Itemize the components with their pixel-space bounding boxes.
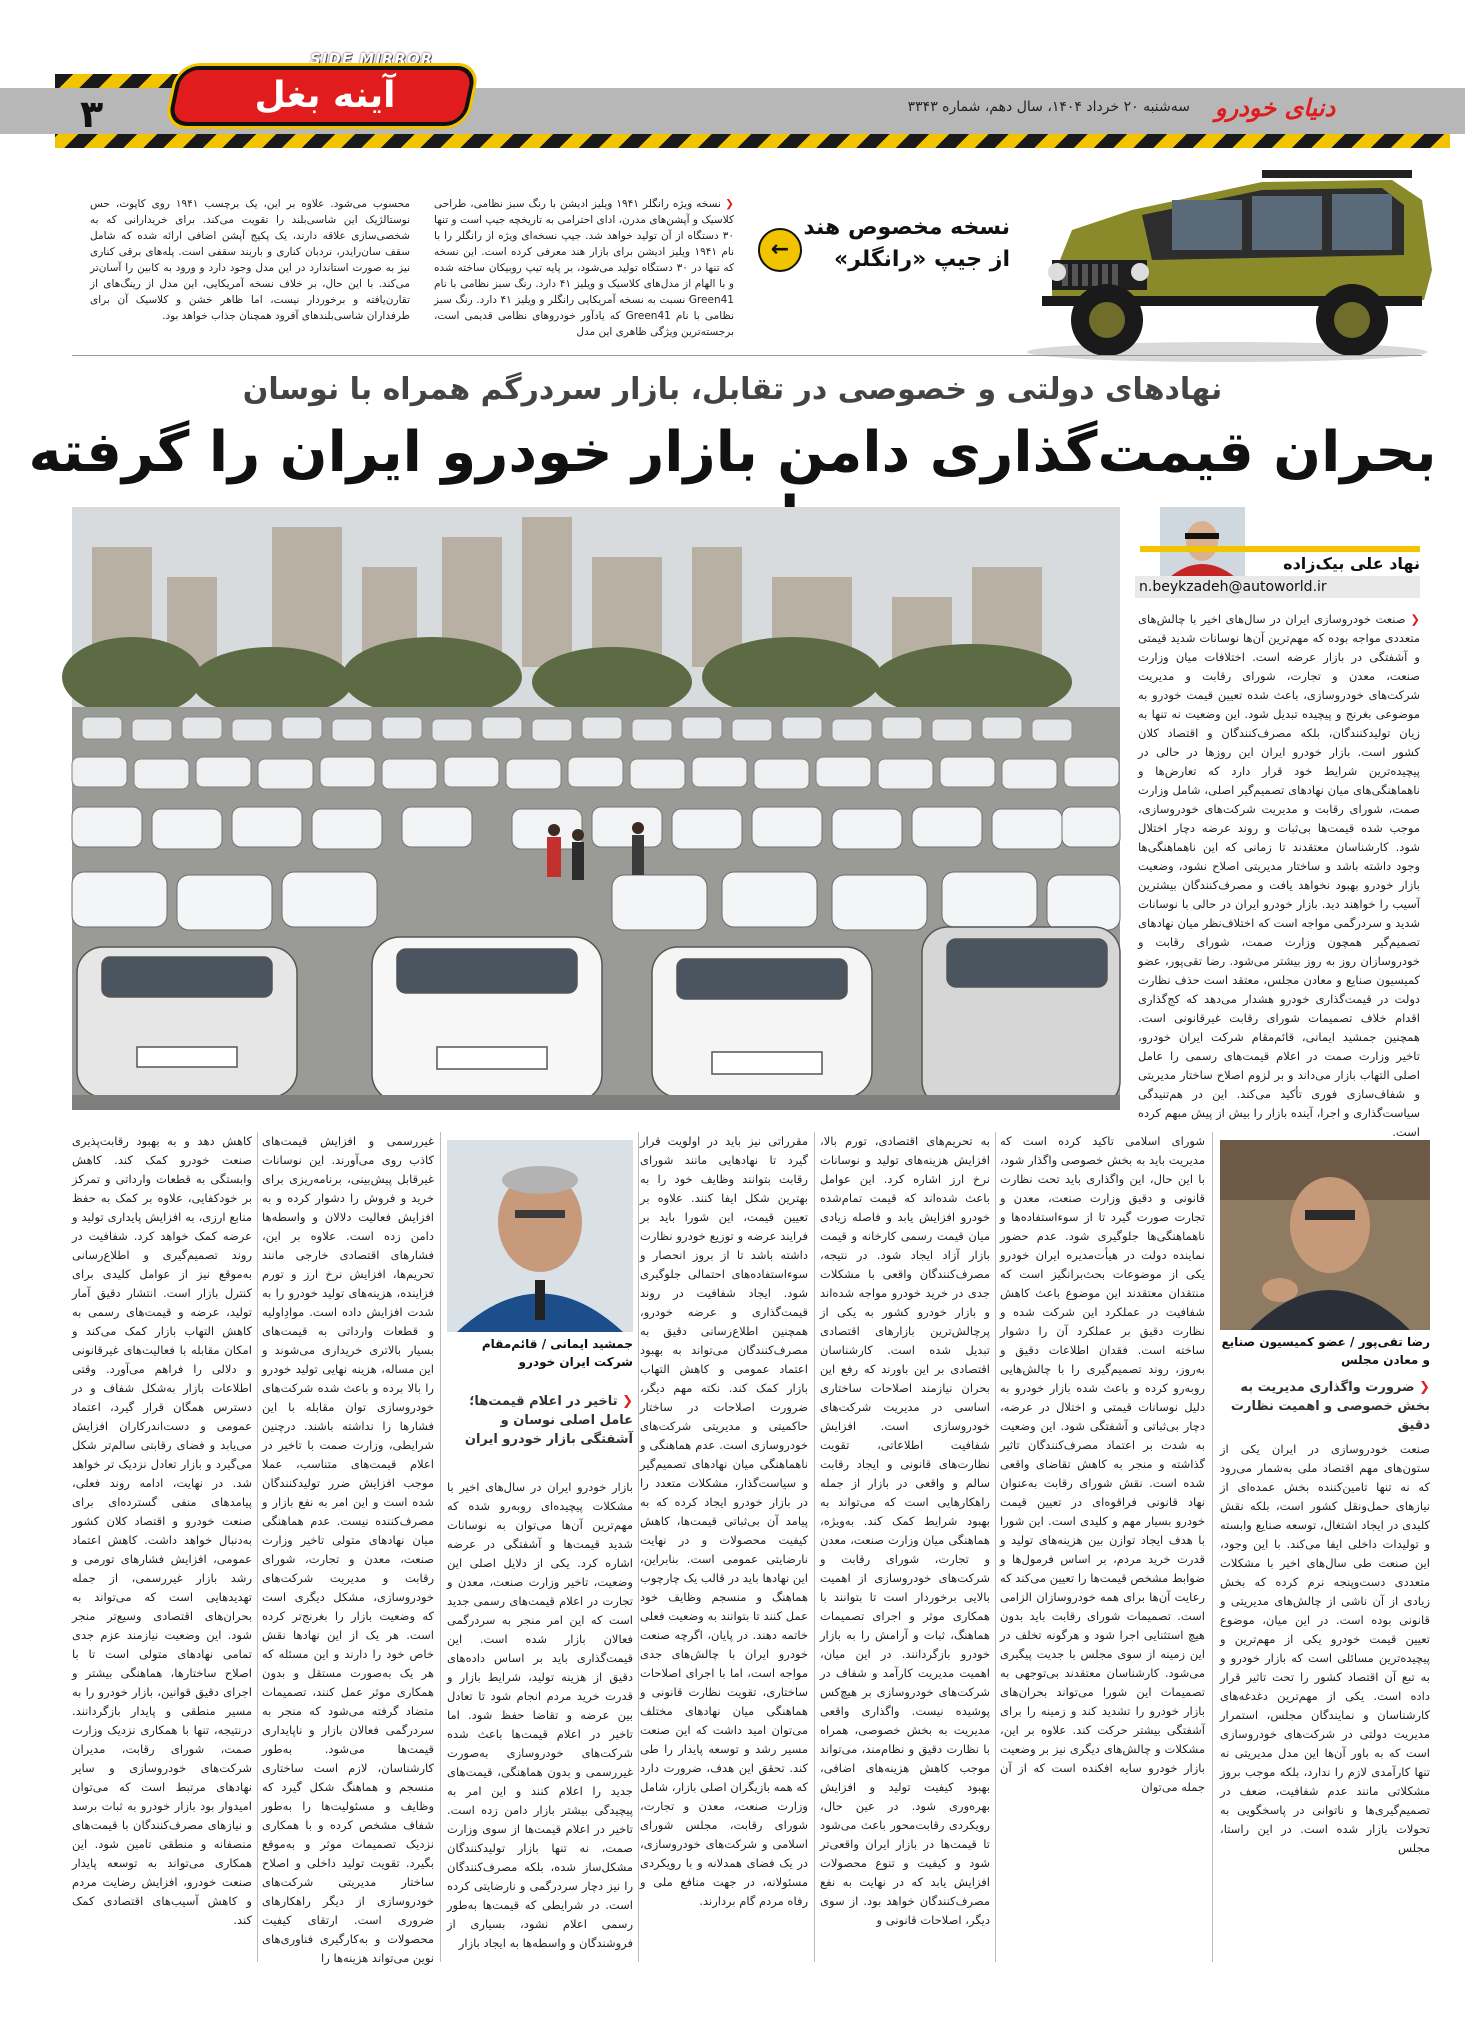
car-lot-photo — [72, 507, 1120, 1110]
portrait-jamshid-imani — [447, 1140, 633, 1332]
page-number: ۳ — [80, 92, 104, 136]
portrait1-subheading-text: ضرورت واگذاری مدیریت به بخش خصوصی و اهمیت نظارت دقیق — [1230, 1380, 1430, 1433]
chevron-left-icon: ❮ — [1405, 612, 1421, 626]
section-logo-title: آینه بغل — [254, 75, 396, 116]
column-divider — [814, 1132, 815, 1962]
portrait2-subheading-text: تاخیر در اعلام قیمت‌ها؛ عامل اصلی نوسان و آشفتگی بازار خودرو ایران — [464, 1394, 633, 1447]
chevron-left-icon: ❮ — [617, 1394, 633, 1409]
author-email: n.beykzadeh@autoworld.ir — [1135, 576, 1420, 598]
promo-title — [780, 212, 1010, 276]
side-mirror-caption: SIDE MIRROR — [310, 50, 434, 68]
brand-logo: دنیای خودرو — [1215, 94, 1336, 122]
author-accent-bar — [1140, 546, 1420, 552]
column-2: شورای اسلامی تاکید کرده است که مدیریت باید به بخش خصوصی واگذار شود، با این حال، این واگذاری باید تحت نظارت قانونی و دقیق وزارت صنعت، معدن و تجارت صورت گیرد تا از سوءاستفاده‌ها و ناهماهنگی‌ها جلوگیری شود. عدم حضور نماینده دولت در هیأت‌مدیره ایران خودرو یکی از موضوعات بحث‌برانگیز است که منتقدان معتقدند این موضوع باعث کاهش شفافیت در عملکرد این شرکت شده و نظارت دقیق بر عملکرد آن را دشوار ساخته است. فقدان اطلاعات دقیق و به‌روز، روند تصمیم‌گیری را با چالش‌هایی روبه‌رو کرده و باعث شده بازار خودرو به دلیل نوسانات قیمتی و اختلال در عرضه، دچار بی‌ثباتی و آشفتگی شود. این وضعیت به شدت بر اعتماد مصرف‌کنندگان تاثیر گذاشته و منجر به کاهش تقاضای واقعی شده است. نقش شورای رقابت به‌عنوان نهاد قانونی فراقوه‌ای در تعیین قیمت خودرو بسیار مهم و کلیدی است. این شورا با هدف ایجاد توازن بین هزینه‌های تولید و قدرت خرید مردم، بر اساس فرمول‌ها و ضوابط مشخص قیمت‌ها را تعیین می‌کند که رعایت آن‌ها برای همه خودروسازان الزامی است. تصمیمات شورای رقابت باید بدون هیچ استثنایی اجرا شود و هرگونه تخلف در این زمینه از سوی مجلس با جدیت پیگیری می‌شود. کارشناسان معتقدند بی‌توجهی به تصمیمات این شورا می‌تواند بحران‌های بازار خودرو را تشدید کند و زمینه را برای آشفتگی بیشتر حرکت کند. علاوه بر این، مشکلات و چالش‌های دیگری نیز بر وضعیت بازار خودرو سایه افکنده است که از آن جمله می‌توان — [1000, 1134, 1205, 1794]
portrait2-caption: جمشید ایمانی / قائم‌مقام شرکت ایران خودرو — [481, 1337, 633, 1369]
section-logo — [165, 50, 485, 130]
promo-title-line2: از جیپ «رانگلر» — [834, 247, 1010, 272]
promo-column-1-text: نسخه ویژه رانگلر ۱۹۴۱ ویلیز ادیشن با رنگ سبز نظامی، طراحی کلاسیک و آپشن‌های مدرن، ادای احترامی به تاریخچه جیپ است و تنها ۳۰ دستگاه از آن تولید خواهد شد. جیپ نسخه‌ای ویژه از رانگلر را با نام ۱۹۴۱ ویلیز ادیشن برای بازار هند معرفی کرده است. این نسخه که تنها در ۳۰ دستگاه تولید می‌شود، بر پایه تیپ روبیکان ساخته شده و با الهام از مدل‌های کلاسیک و ویلیز ۴۱ دارد. رنگ سبز نظامی با نام Green41 نسبت به نسخه آمریکایی رانگلر و ویلیز ۴۱ دارد. رنگ سبز نظامی با نام Green41 که یادآور خودروهای نظامی قدیمی است، برجسته‌ترین ویژگی ظاهری این مدل — [434, 198, 734, 338]
portrait-reza-taghipour — [1220, 1140, 1430, 1330]
column-divider — [440, 1132, 441, 1962]
article-intro-text: صنعت خودروسازی ایران در سال‌های اخیر با چالش‌های متعددی مواجه بوده که مهم‌ترین آن‌ها نوسانات شدید قیمتی و آشفتگی در بازار عرضه است. اختلافات میان وزارت صنعت، معدن و تجارت، شورای رقابت و مدیریت شرکت‌های خودروسازی، باعث شده تعیین قیمت خودرو به موضوعی بغرنج و پیچیده تبدیل شود. این وضعیت نه تنها به زیان تولیدکنندگان، بلکه مصرف‌کنندگان و اقتصاد کلان کشور است. بازار خودرو ایران این روزها در حالی در پیچیده‌ترین شرایط خود قرار دارد که تعارض‌ها و ناهماهنگی‌های میان نهادهای تصمیم‌گیر اصلی، شامل وزارت صمت، شورای رقابت و مدیریت شرکت‌های خودروسازی، موجب شده قیمت‌ها بی‌ثبات و روند عرضه دچار اختلال شود. کارشناسان معتقدند تا زمانی که این ناهماهنگی‌ها وجود داشته باشد و ساختار مدیریتی اصلاح نشود، وضعیت بازار خودرو بهبود نخواهد یافت و مصرف‌کنندگان بیشترین آسیب را خواهند دید. بازار خودرو ایران در حالی با نوسانات شدید و سردرگمی مواجه است که اختلاف‌نظر میان نهادهای تصمیم‌گیر همچون وزارت صمت، شورای رقابت و خودروسازان روز به روز بیشتر می‌شود. رضا تقی‌پور، عضو کمیسیون صنایع و معادن مجلس، معتقد است حذف نظارت دولت در قیمت‌گذاری خودرو هشدار می‌دهد که کج‌گذاری اقدام خلاف تصمیمات شورای رقابت غیرقانونی است. همچنین جمشید ایمانی، قائم‌مقام شرکت ایران خودرو، تاخیر وزارت صمت در اعلام قیمت‌های رسمی را عامل اصلی التهاب بازار می‌داند و بر لزوم اصلاح ساختار مدیریتی و شفاف‌سازی فوری تأکید می‌کند. این در هم‌تنیدگی سیاست‌گذاری و اجرا، آینده بازار را بیش از پیش مبهم کرده است. — [1138, 612, 1420, 1139]
promo-column-1 — [434, 196, 734, 338]
promo-column-2: محسوب می‌شود. علاوه بر این، یک برچسب ۱۹۴۱ روی کاپوت، حس نوستالژیک این شاسی‌بلند را تقویت می‌کند. برای خریدارانی که به شخصی‌سازی علاقه دارند، یک پکیج آپشن اضافی ارائه شده که شامل سقف سان‌رایدر، نردبان کناری و باربند سقفی است. پله‌های برقی کناری نیز به صورت استاندارد در این مدل وجود دارد و ورود به کابین را آسان‌تر می‌کند. با این حال، بر خلاف نسخه آمریکایی، این مدل از رینگ‌های از تقارن‌یافته و برخوردار نیست، اما ظاهر خشن و کلاسیک آن برای طرفداران شاسی‌بلندهای آفرود همچنان جذاب خواهد بود. — [90, 198, 410, 322]
divider-rule — [72, 355, 1422, 356]
column-divider — [995, 1132, 996, 1962]
column-6: غیررسمی و افزایش قیمت‌های کاذب روی می‌آورند. این نوسانات غیرقابل پیش‌بینی، برنامه‌ریزی برای خرید و فروش را دشوار کرده و به افزایش فعالیت دلالان و واسطه‌ها دامن زده است. علاوه بر این، فشارهای اقتصادی خارجی مانند تحریم‌ها، افزایش نرخ ارز و تورم فزاینده، هزینه‌های تولید خودرو را به شدت افزایش داده است. موادِاولیه و قطعات وارداتی به قیمت‌های بسیار بالاتری خریداری می‌شوند و این مساله، هزینه نهایی تولید خودرو را بالا برده و باعث شده شرکت‌های خودروسازی توان مقابله با این فشارها را نداشته باشند. درچنین شرایطی، وزارت صمت با تاخیر در اعلام قیمت‌های متناسب، عملا موجب افزایش ضرر تولیدکنندگان شده است و این امر به نفع بازار و مصرف‌کننده نیست. عدم هماهنگی میان نهادهای متولی تاخیر وزارت صنعت، معدن و تجارت، شورای رقابت و مدیریت شرکت‌های خودروسازی، مشکل دیگری است که وضعیت بازار را بغرنج‌تر کرده است. هر یک از این نهادها نقش خاص خود را دارند و این مسئله که هر یک به‌صورت مستقل و بدون همکاری موثر عمل کنند، تصمیمات متضاد گرفته می‌شود که منجر به سردرگمی فعالان بازار و ناپایداری قیمت‌ها می‌شود. به‌طور کارشناسان، لازم است ساختاری منسجم و هماهنگ شکل گیرد که وظایف و مسئولیت‌ها را به‌طور شفاف مشخص کرده و با همکاری نزدیک تصمیمات موثر و به‌موقع بگیرد. تقویت تولید داخلی و اصلاح ساختار مدیریتی شرکت‌های خودروسازی از دیگر راهکارهای ضروری است. ارتقای کیفیت محصولات و به‌کارگیری فناوری‌های نوین می‌تواند هزینه‌ها را — [262, 1134, 434, 1965]
chevron-left-icon: ❮ — [720, 198, 734, 210]
column-divider — [638, 1132, 639, 1962]
hazard-stripe-top — [55, 134, 1450, 148]
issue-line: سه‌شنبه ۲۰ خرداد ۱۴۰۴، سال دهم، شماره ۳۳۴۳ — [907, 99, 1190, 115]
author-name: نهاد علی بیک‌زاده — [1283, 554, 1420, 573]
jeep-wrangler-image — [1012, 160, 1442, 365]
chevron-left-icon: ❮ — [1414, 1380, 1430, 1395]
promo-title-line1: نسخه مخصوص هند — [803, 215, 1010, 240]
column-divider — [1212, 1132, 1213, 1962]
arrow-left-icon: ← — [758, 228, 802, 272]
portrait1-subheading — [1220, 1378, 1430, 1435]
article-headline: بحران قیمت‌گذاری دامن بازار خودرو ایران را گرفته — [28, 420, 1437, 485]
column-4: مقرراتی نیز باید در اولویت قرار گیرد تا نهادهایی مانند شورای رقابت بتوانند وظایف خود را به بهترین شکل ایفا کنند. علاوه بر تعیین قیمت، این شورا باید بر فرایند عرضه و توزیع خودرو نظارت داشته باشد تا از بروز انحصار و سوءاستفاده‌های احتمالی جلوگیری شود. ایجاد شفافیت در روند قیمت‌گذاری و عرضه خودرو، همچنین اطلاع‌رسانی دقیق به مصرف‌کنندگان می‌تواند به بهبود اعتماد عمومی و کاهش التهاب بازار کمک کند. نکته مهم دیگر، ضرورت اصلاحات در ساختار حاکمیتی و مدیریتی شرکت‌های خودروسازی است. عدم هماهنگی و ناهماهنگی میان نهادهای تصمیم‌گیر و سیاست‌گذار، مشکلات متعدد را در بازار خودرو ایجاد کرده که به پیامد آن بی‌ثباتی قیمت‌ها، کاهش کیفیت محصولات و در نهایت نارضایتی عمومی است. بنابراین، این نهادها باید در قالب یک چارچوب هماهنگ و منسجم وظایف خود عمل کنند تا بتوانند به وضعیت فعلی خاتمه دهند. در پایان، اگرچه صنعت خودرو ایران با چالش‌های جدی مواجه است، اما با اجرای اصلاحات ساختاری، تقویت نظارت قانونی و هماهنگی میان نهادهای مختلف می‌توان امید داشت که این صنعت مسیر رشد و توسعه پایدار را طی کند. تحقق این هدف، ضرورت دارد که همه بازیگران اصلی بازار، شامل وزارت صنعت، معدن و تجارت، شورای رقابت، مجلس شورای اسلامی و شرکت‌های خودروسازی، در یک فضای همدلانه و با رویکردی مسئولانه، در جهت منافع ملی و رفاه مردم گام بردارند. — [640, 1134, 808, 1908]
article-kicker: نهادهای دولتی و خصوصی در تقابل، بازار سردرگم همراه با نوسان — [242, 372, 1223, 407]
portrait2-subheading — [447, 1392, 633, 1449]
column-divider — [257, 1132, 258, 1962]
article-intro — [1138, 610, 1421, 1139]
column-1: صنعت خودروسازی در ایران یکی از ستون‌های مهم اقتصاد ملی به‌شمار می‌رود که نه تنها تامین‌کننده بخش عمده‌ای از نیازهای حمل‌ونقل کشور است، بلکه نقش کلیدی در ایجاد اشتغال، توسعه صنایع وابسته و تولیدات داخلی ایفا می‌کند. با این وجود، این صنعت طی سال‌های اخیر با مشکلات متعددی دست‌وپنجه نرم کرده که بخش زیادی از آن ناشی از چالش‌های مدیریتی و قانونی بوده است. در این میان، موضوع تعیین قیمت خودرو یکی از مهم‌ترین و پیچیده‌ترین مسائلی است که بازار خودرو و به تبع آن اقتصاد کشور را تحت تاثیر قرار داده است. یکی از مهم‌ترین دغدغه‌های کارشناسان و نمایندگان مجلس، استمرار مدیریت دولتی در شرکت‌های خودروسازی است که به باور آن‌ها این مدل مدیریتی نه تنها کارآمدی لازم را ندارد، بلکه موجب بروز مشکلاتی مانند عدم شفافیت، ضعف در تصمیم‌گیری‌ها و ناتوانی در پاسخگویی به تحولات بازار شده است. در این راستا، مجلس — [1220, 1442, 1430, 1855]
column-7: کاهش دهد و به بهبود رقابت‌پذیری صنعت خودرو کمک کند. کاهش وابستگی به قطعات وارداتی و تمرکز بر خودکفایی، علاوه بر کمک به حفظ منابع ارزی، به افزایش پایداری تولید و عرضه کمک خواهد کرد. شفافیت در روند تصمیم‌گیری و اطلاع‌رسانی به‌موقع نیز از عوامل کلیدی برای کنترل بازار است. انتشار دقیق آمار تولید، عرضه و قیمت‌های رسمی به کاهش التهاب بازار کمک می‌کند و امکان مقابله با فعالیت‌های غیرقانونی و دلالی را فراهم می‌آورد. وقتی اطلاعات بازار به‌شکل شفاف و در دسترس همگان قرار گیرد، اعتماد عمومی و دست‌اندرکاران افزایش می‌یابد و فضای رقابتی سالم‌تر شکل می‌گیرد و بازار تعادل نزدیک تر خواهد شد. در نهایت، ادامه روند فعلی، پیامدهای منفی گسترده‌ای برای صنعت خودرو و اقتصاد کلان کشور به‌دنبال خواهد داشت. کاهش اعتماد عمومی، افزایش فشارهای تورمی و رشد بازار غیررسمی، از جمله تهدیدهایی است که می‌تواند به بحران‌های اقتصادی وسیع‌تر منجر شود. این وضعیت نیازمند عزم جدی تمامی نهادهای متولی است تا با اصلاح ساختارها، هماهنگی بیشتر و اجرای دقیق قوانین، بازار خودرو را به مسیر منطقی و پایدار بازگردانند. درنتیجه، تنها با همکاری نزدیک وزارت صمت، شورای رقابت، مدیران شرکت‌های خودروسازی و سایر نهادهای مرتبط است که می‌توان امیدوار بود بازار خودرو به ثبات برسد و نیازهای مصرف‌کنندگان با قیمت‌های منصفانه و منطقی تامین شود. این همکاری می‌تواند به توسعه پایدار صنعت خودرو، افزایش رضایت مردم و کاهش آسیب‌های اقتصادی کمک کند. — [72, 1134, 252, 1927]
column-5: بازار خودرو ایران در سال‌های اخیر با مشکلات پیچیده‌ای روبه‌رو شده که مهم‌ترین آن‌ها می‌توان به نوسانات شدید قیمت‌ها و آشفتگی در عرضه اشاره کرد. یکی از دلایل اصلی این وضعیت، تاخیر وزارت صنعت، معدن و تجارت در اعلام قیمت‌های رسمی جدید است که این امر منجر به سردرگمی فعالان بازار شده است. این قیمت‌گذاری باید بر اساس داده‌های دقیق از هزینه تولید، شرایط بازار و قدرت خرید مردم انجام شود تا تعادل بین عرضه و تقاضا حفظ شود. اما تاخیر در اعلام قیمت‌ها باعث شده شرکت‌های خودروسازی به‌صورت غیررسمی و بدون هماهنگی، قیمت‌های جدید را اعلام کنند و این امر به پیچیدگی بیشتر بازار دامن زده است. تاخیر در اعلام قیمت‌ها از سوی وزارت صمت، نه تنها بازار تولیدکنندگان مشکل‌ساز شده، بلکه مصرف‌کنندگان را نیز دچار سردرگمی و نارضایتی کرده است. در شرایطی که قیمت‌ها به‌طور رسمی اعلام نشود، بسیاری از فروشندگان و واسطه‌ها به ایجاد بازار — [447, 1480, 633, 1950]
column-3: به تحریم‌های اقتصادی، تورم بالا، افزایش هزینه‌های تولید و نوسانات نرخ ارز اشاره کرد. این عوامل باعث شده‌اند که قیمت تمام‌شده خودرو افزایش یابد و فاصله زیادی میان قیمت رسمی کارخانه و قیمت بازار آزاد ایجاد شود. در نتیجه، مصرف‌کنندگان واقعی با مشکلات جدی در خرید خودرو مواجه شده‌اند و بازار خودرو کشور به یکی از پرچالش‌ترین بازارهای اقتصادی تبدیل شده است. کارشناسان اقتصادی بر این باورند که رفع این بحران نیازمند اصلاحات ساختاری اساسی در مدیریت شرکت‌های خودروسازی است. افزایش شفافیت اطلاعاتی، تقویت نظارت‌های قانونی و ایجاد رقابت سالم و واقعی در بازار از جمله راهکارهایی است که می‌تواند به بهبود شرایط کمک کند. به‌ویژه، هماهنگی میان وزارت صنعت، معدن و تجارت، شورای رقابت و شرکت‌های خودروسازی از اهمیت بالایی برخوردار است تا بتوانند با همکاری موثر و اجرای تصمیمات هماهنگ، ثبات و آرامش را به بازار خودرو بازگردانند. در این میان، اهمیت مدیریت کارآمد و شفاف در شرکت‌های خودروسازی بر هیچ‌کس پوشیده نیست. واگذاری واقعی مدیریت به بخش خصوصی، همراه با نظارت دقیق و نظام‌مند، می‌تواند موجب کاهش هزینه‌های اضافی، بهبود کیفیت تولید و افزایش بهره‌وری شود. در عین حال، رویکردی رقابت‌محور باعث می‌شود تا قیمت‌ها در بازار ایران واقعی‌تر شود و کیفیت و تنوع محصولات افزایش یابد که در نهایت به نفع مصرف‌کنندگان خواهد بود. از سوی دیگر، اصلاحات قانونی و — [820, 1134, 990, 1927]
portrait1-caption: رضا تقی‌پور / عضو کمیسیون صنایع و معادن مجلس — [1221, 1335, 1430, 1367]
